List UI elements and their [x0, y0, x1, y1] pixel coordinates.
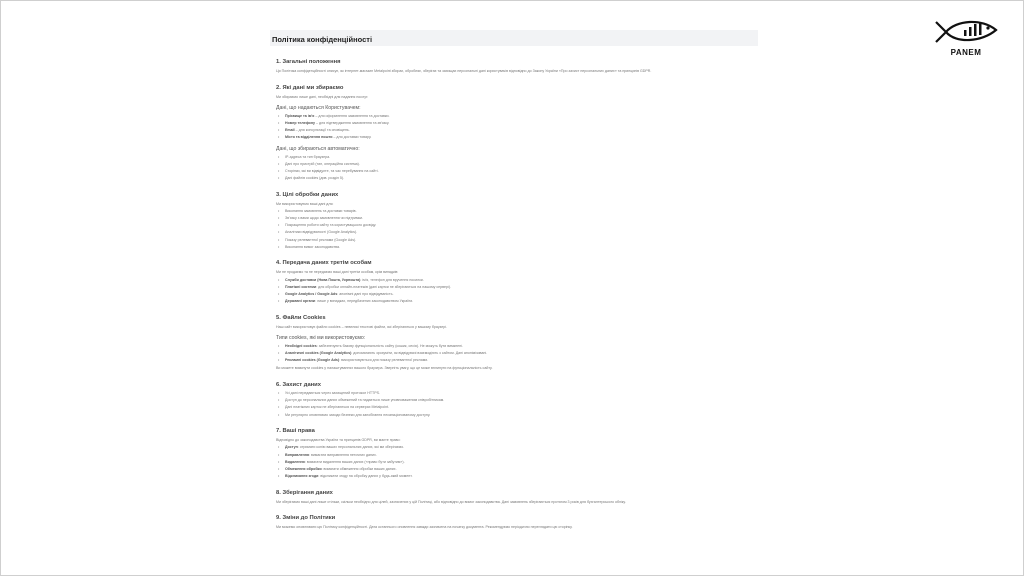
- list-item-text: Доступ до персональних даних обмежений та надається лише уповноваженим співробітникам.: [285, 398, 445, 403]
- list-item-bold: Державні органи: [285, 299, 315, 304]
- list-item: [276, 209, 752, 214]
- list-item: [276, 413, 752, 418]
- list-item-text: Усі дані передаються через захищений протокол HTTPS.: [285, 391, 381, 396]
- list-item: [276, 121, 752, 126]
- list-item: [276, 278, 752, 283]
- section-heading: 9. Зміни до Політики: [276, 515, 336, 522]
- bullet-list: [276, 278, 752, 304]
- list-item-text: : для обробки онлайн-платежів (дані картки не зберігаються на нашому сервері).: [316, 284, 452, 289]
- subsection-heading: Дані, що надаються Користувачем:: [276, 105, 361, 112]
- bullet-list: [276, 209, 752, 250]
- list-item-text: Дані файлів cookies (див. розділ 5).: [285, 176, 345, 181]
- list-item: [276, 405, 752, 410]
- list-item-bold: Необхідні cookies: [285, 343, 317, 348]
- section-intro: Ми не продаємо та не передаємо ваші дані третім особам, крім випадків:: [276, 270, 399, 275]
- list-item: [276, 445, 752, 450]
- list-item: [276, 299, 752, 304]
- section-heading: 6. Захист даних: [276, 381, 321, 388]
- list-item-text: : вимагати обмеження обробки ваших даних.: [321, 467, 397, 471]
- section-intro: Ця Політика конфіденційності описує, як інтернет-магазин Metalpoint збирає, обробляє, зберігає та захищає персональні дані користувачів відповідно до Закону України «Про захист персональних даних» та принципів GDPR.: [276, 69, 652, 73]
- list-item-text: : лише у випадках, передбачених законодавством України.: [314, 299, 414, 304]
- section-intro: Ми використовуємо ваші дані для:: [276, 201, 334, 206]
- section-4: [276, 260, 752, 303]
- list-item-text: : вимагати виправлення неточних даних.: [309, 452, 377, 457]
- list-item: [276, 128, 752, 133]
- document-header: [270, 30, 758, 46]
- list-item-text: : використовуються для показу релевантної реклами.: [339, 358, 429, 363]
- list-item-text: : ім'я, телефон для вручення посилки.: [360, 277, 424, 282]
- list-item-text: : забезпечують базову функціональність сайту (кошик, сесія). Не можуть бути вимкнені.: [316, 343, 463, 348]
- list-item: [276, 398, 752, 403]
- list-item-text: Сторінки, які ви відвідуєте, та час перебування на сайті.: [285, 168, 379, 173]
- section-heading: 2. Які дані ми збираємо: [276, 84, 344, 91]
- list-item: [276, 474, 752, 479]
- subsection-heading: Дані, що збираються автоматично:: [276, 145, 360, 152]
- section-2: [276, 85, 752, 181]
- section-3: [276, 192, 752, 250]
- section-5: [276, 315, 752, 371]
- list-item: [276, 351, 752, 356]
- section-1: [276, 59, 752, 74]
- document-title: Політика конфіденційності: [272, 35, 373, 44]
- list-item-text: Показу релевантної реклами (Google Ads).: [285, 237, 357, 242]
- section-intro: Ми збираємо лише дані, необхідні для надання послуг:: [276, 94, 369, 99]
- list-item: [276, 391, 752, 396]
- section-heading: 8. Зберігання даних: [276, 489, 333, 496]
- list-item-text: : допомагають зрозуміти, як відвідувачі взаємодіють з сайтом. Дані анонімізовані.: [351, 351, 488, 356]
- subsection-heading: Типи cookies, які ми використовуємо:: [276, 335, 366, 342]
- section-intro: Наш сайт використовує файли cookies – невеликі текстові файли, які зберігаються у вашому браузері.: [276, 324, 448, 329]
- list-item-bold: Рекламні cookies (Google Ads): [285, 358, 340, 363]
- list-item: [276, 292, 752, 297]
- list-item-text: : відкликати згоду на обробку даних у будь-який момент.: [318, 474, 413, 479]
- list-item-bold: Служби доставки (Нова Пошта, Укрпошта): [285, 277, 361, 282]
- list-item: [276, 162, 752, 167]
- document-content: [270, 46, 758, 530]
- list-item: [276, 238, 752, 243]
- list-item: [276, 155, 752, 160]
- list-item-text: Аналітики відвідуваності (Google Analytics).: [285, 230, 358, 235]
- list-item-bold: Відкликання згоди: [285, 474, 319, 479]
- list-item-text: Виконання замовлень та доставки товарів.: [285, 208, 357, 213]
- section-intro: Ми зберігаємо ваші дані лише стільки, скільки необхідно для цілей, зазначених у цій Політиці, або відповідно до вимог законодавства. Дані замовлень зберігаються протягом 3 років для бухгалтерського обліку.: [276, 499, 626, 504]
- list-item-text: IP-адреса та тип браузера.: [285, 154, 331, 159]
- list-item: [276, 285, 752, 290]
- section-7: [276, 428, 752, 479]
- list-item-text: – для підтвердження замовлення та зв'язку.: [315, 120, 390, 125]
- list-item: [276, 358, 752, 363]
- list-item-text: – для консультації та сповіщень.: [294, 128, 350, 133]
- list-item: [276, 169, 752, 174]
- list-item: [276, 344, 752, 349]
- list-item-text: Дані про пристрій (тип, операційна система).: [285, 161, 360, 166]
- section-heading: 7. Ваші права: [276, 428, 315, 435]
- list-item-text: Виконання вимог законодавства.: [285, 244, 341, 249]
- list-item: [276, 467, 752, 472]
- privacy-policy-document: [270, 30, 758, 544]
- list-item-bold: Google Analytics / Google Ads: [285, 291, 338, 296]
- list-item: [276, 460, 752, 465]
- list-item-bold: Аналітичні cookies (Google Analytics): [285, 351, 352, 356]
- section-8: [276, 490, 752, 505]
- bullet-list: [276, 155, 752, 181]
- section-heading: 1. Загальні положення: [276, 59, 341, 65]
- section-heading: 5. Файли Cookies: [276, 314, 326, 321]
- section-intro: Відповідно до законодавства України та принципів GDPR, ви маєте право:: [276, 438, 401, 443]
- bullet-list: [276, 114, 752, 140]
- list-item-text: – для доставки товару.: [332, 135, 372, 140]
- section-heading: 3. Цілі обробки даних: [276, 191, 339, 198]
- list-item-text: : отримати копію ваших персональних даних, які ми зберігаємо.: [297, 445, 405, 450]
- list-item: [276, 230, 752, 235]
- logo-text: PANEM: [950, 48, 982, 57]
- list-item: [276, 176, 752, 181]
- list-item: [276, 453, 752, 458]
- list-item-bold: Номер телефону: [285, 120, 316, 125]
- panem-logo: [930, 18, 1002, 62]
- list-item: [276, 114, 752, 119]
- bullet-list: [276, 391, 752, 417]
- list-item-bold: Обмеження обробки: [285, 467, 322, 471]
- fish-logo-icon: [934, 18, 998, 46]
- list-item-bold: Видалення: [285, 459, 305, 464]
- list-item: [276, 223, 752, 228]
- section-heading: 4. Передача даних третім особам: [276, 260, 372, 267]
- list-item-text: : вимагати видалення ваших даних («право бути забутим»).: [304, 459, 405, 464]
- list-item-text: : анонімні дані про відвідуваність.: [337, 291, 394, 296]
- list-item-text: Зв'язку з вами щодо замовлення чи підтримки.: [285, 216, 364, 221]
- section-9: [276, 515, 752, 530]
- bullet-list: [276, 445, 752, 478]
- list-item-text: Дані платіжних карток не зберігаються на серверах Metalpoint.: [285, 405, 390, 410]
- list-item-text: – для оформлення замовлення та доставки.: [314, 113, 390, 118]
- list-item: [276, 245, 752, 250]
- section-6: [276, 382, 752, 418]
- list-item: [276, 216, 752, 221]
- section-outro: Ви можете вимкнути cookies у налаштуваннях вашого браузера. Зверніть увагу, що це може вплинути на функціональність сайту.: [276, 365, 493, 370]
- list-item-bold: Прізвище та ім'я: [285, 113, 315, 118]
- list-item: [276, 135, 752, 140]
- list-item-bold: Доступ: [285, 445, 298, 450]
- list-item-bold: Платіжні системи: [285, 284, 317, 289]
- list-item-bold: Email: [285, 128, 295, 133]
- bullet-list: [276, 344, 752, 363]
- list-item-text: Ми регулярно оновлюємо заходи безпеки для запобігання несанкціонованому доступу.: [285, 412, 431, 417]
- list-item-bold: Місто та відділення пошти: [285, 135, 333, 140]
- list-item-bold: Виправлення: [285, 452, 310, 457]
- section-intro: Ми можемо оновлювати цю Політику конфіденційності. Дата останнього оновлення завжди зазначена на початку документа. Рекомендуємо періодично переглядати цю сторінку.: [276, 525, 573, 530]
- list-item-text: Покращення роботи сайту та користувацького досвіду.: [285, 223, 377, 228]
